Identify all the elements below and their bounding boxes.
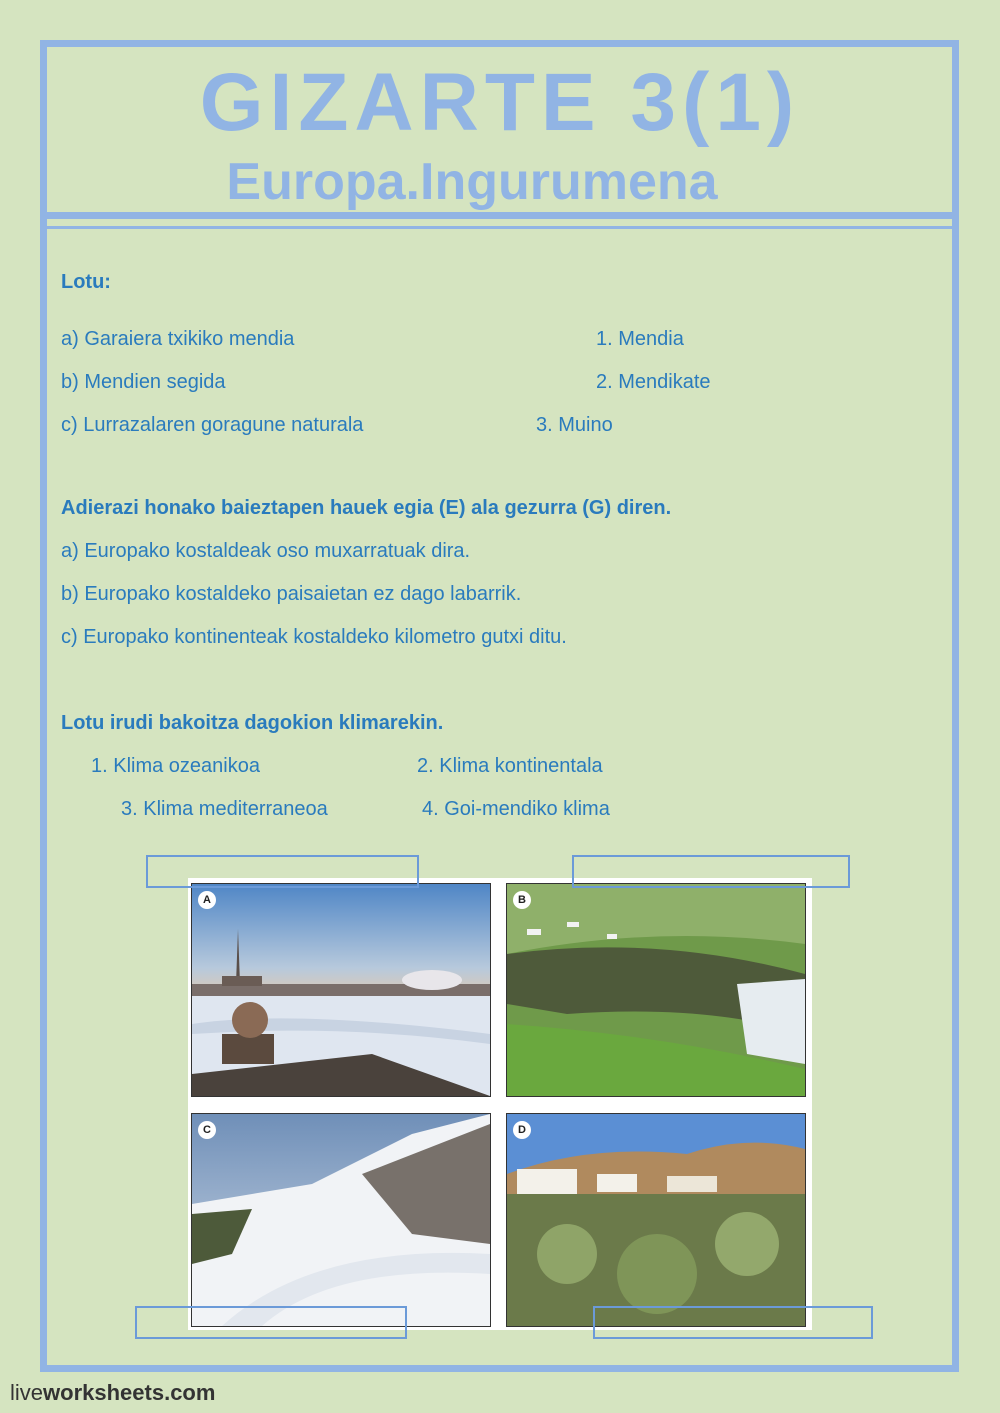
answer-box-a[interactable]	[146, 855, 419, 888]
photo-label-c: C	[198, 1121, 216, 1139]
photo-panel	[188, 878, 812, 1330]
answer-box-d[interactable]	[593, 1306, 873, 1339]
match-right-2: 2. Mendikate	[596, 371, 711, 393]
match-left-b: b) Mendien segida	[61, 371, 226, 393]
footer-suffix: .com	[164, 1380, 216, 1405]
section2-heading: Adierazi honako baieztapen hauek egia (E) ala gezurra (G) diren.	[61, 497, 672, 519]
page-subtitle: Europa.Ingurumena	[226, 153, 718, 211]
climate-option-4: 4. Goi-mendiko klima	[422, 798, 610, 820]
footer-brand-name: worksheets	[43, 1380, 165, 1405]
section1-heading: Lotu:	[61, 271, 111, 293]
match-right-3: 3. Muino	[536, 414, 613, 436]
match-left-c: c) Lurrazalaren goragune naturala	[61, 414, 364, 436]
photo-c-snowy-mountain	[191, 1113, 491, 1327]
statement-c: c) Europako kontinenteak kostaldeko kilometro gutxi ditu.	[61, 626, 567, 648]
statement-b: b) Europako kostaldeko paisaietan ez dago labarrik.	[61, 583, 522, 605]
section3-heading: Lotu irudi bakoitza dagokion klimarekin.	[61, 712, 444, 734]
climate-option-2: 2. Klima kontinentala	[417, 755, 603, 777]
climate-option-1: 1. Klima ozeanikoa	[91, 755, 260, 777]
photo-label-a: A	[198, 891, 216, 909]
match-right-1: 1. Mendia	[596, 328, 684, 350]
photo-b-coastal-cliffs	[506, 883, 806, 1097]
photo-label-b: B	[513, 891, 531, 909]
page-title: GIZARTE 3(1)	[199, 57, 801, 148]
footer-prefix: live	[10, 1380, 44, 1405]
photo-d-mediterranean-village	[506, 1113, 806, 1327]
photo-label-d: D	[513, 1121, 531, 1139]
match-left-a: a) Garaiera txikiko mendia	[61, 328, 295, 350]
answer-box-b[interactable]	[572, 855, 850, 888]
statement-a: a) Europako kostaldeak oso muxarratuak dira.	[61, 540, 471, 562]
photo-a-frozen-city	[191, 883, 491, 1097]
climate-option-3: 3. Klima mediterraneoa	[121, 798, 328, 820]
footer-brand	[10, 1380, 215, 1406]
answer-box-c[interactable]	[135, 1306, 407, 1339]
